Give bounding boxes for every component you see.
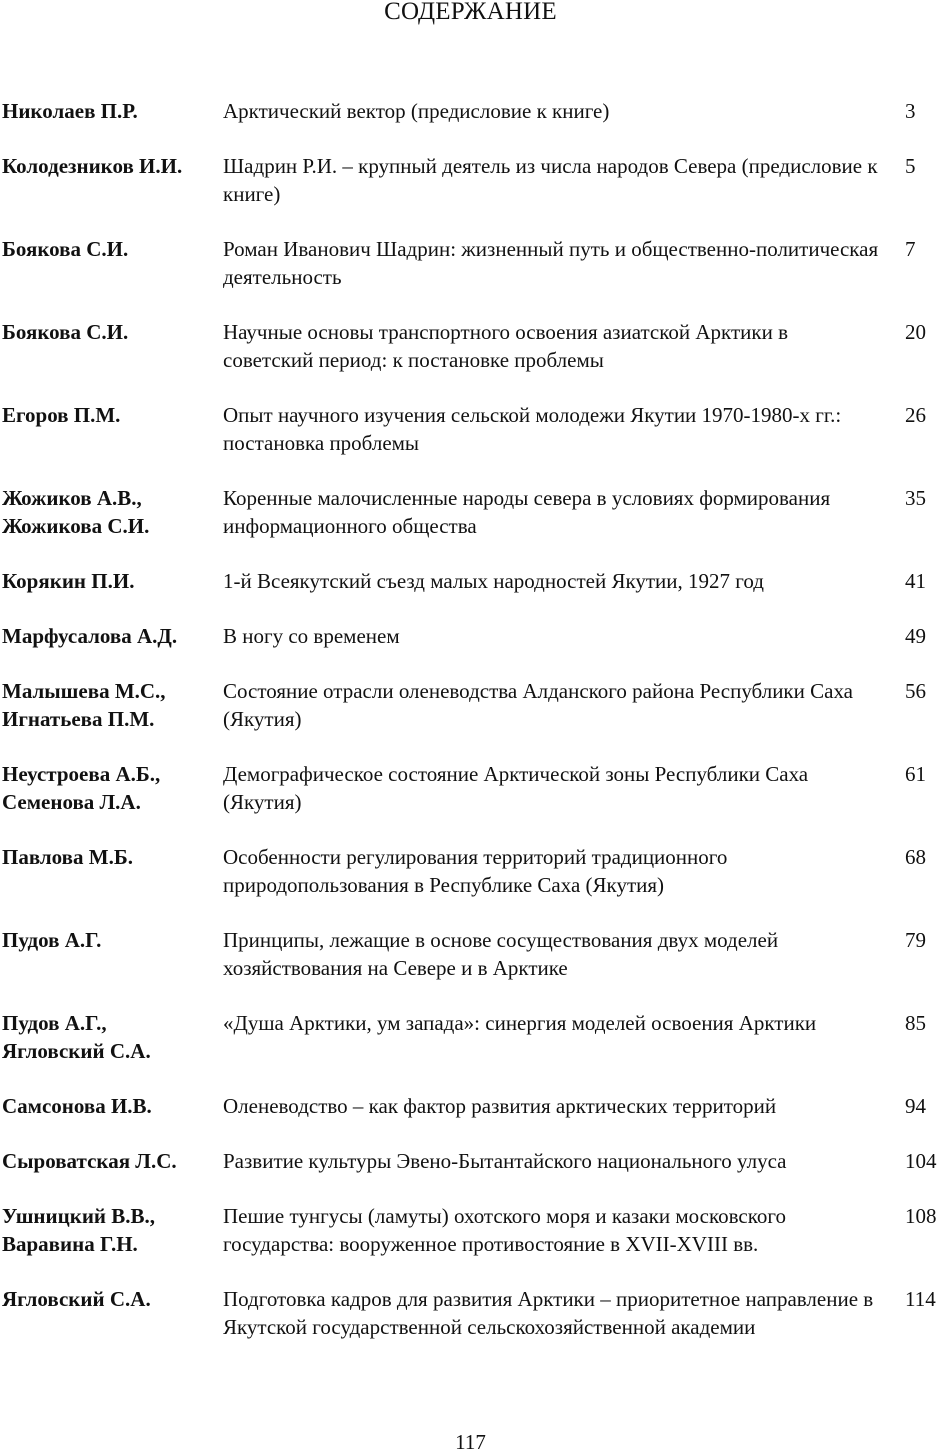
toc-page-number: 56 xyxy=(905,679,926,703)
toc-entry xyxy=(0,760,941,816)
toc-entry xyxy=(0,843,941,899)
toc-title: Оленеводство – как фактор развития арктических территорий xyxy=(223,1094,777,1118)
toc-title: Развитие культуры Эвено-Бытантайского национального улуса xyxy=(223,1149,787,1173)
toc-author: Боякова С.И. xyxy=(2,320,129,344)
toc-page-number: 68 xyxy=(905,845,926,869)
toc-title: В ногу со временем xyxy=(223,624,400,648)
toc-title: Принципы, лежащие в основе сосуществования двух моделей хозяйствования на Севере и в Арктике xyxy=(223,928,779,980)
toc-entry xyxy=(0,97,941,125)
toc-page-number: 26 xyxy=(905,403,926,427)
toc-title: Подготовка кадров для развития Арктики – приоритетное направление в Якутской государственной сельскохозяйственной академии xyxy=(223,1287,874,1339)
toc-entry xyxy=(0,401,941,457)
toc-author: Самсонова И.В. xyxy=(2,1094,152,1118)
toc-page-number: 35 xyxy=(905,486,926,510)
toc-title: Шадрин Р.И. – крупный деятель из числа народов Севера (предисловие к книге) xyxy=(223,154,878,206)
toc-page-number: 49 xyxy=(905,624,926,648)
toc-page-number: 61 xyxy=(905,762,926,786)
toc-entry xyxy=(0,677,941,733)
toc-page-number: 5 xyxy=(905,154,916,178)
toc-title: Состояние отрасли оленеводства Алданского района Республики Саха (Якутия) xyxy=(223,679,853,731)
page-number: 117 xyxy=(455,1430,486,1454)
toc-page-number: 104 xyxy=(905,1149,937,1173)
toc-title: Опыт научного изучения сельской молодежи Якутии 1970-1980-х гг.: постановка проблемы xyxy=(223,403,842,455)
toc-author: Егоров П.М. xyxy=(2,403,121,427)
toc-author: Корякин П.И. xyxy=(2,569,135,593)
toc-entry xyxy=(0,1009,941,1065)
toc-entry xyxy=(0,926,941,982)
toc-title: Пешие тунгусы (ламуты) охотского моря и казаки московского государства: вооруженное противостояние в XVII-XVIII вв. xyxy=(223,1204,786,1256)
toc-page-number: 85 xyxy=(905,1011,926,1035)
toc-author: Ушницкий В.В., Варавина Г.Н. xyxy=(2,1204,156,1256)
toc-title: 1-й Всеякутский съезд малых народностей Якутии, 1927 год xyxy=(223,569,764,593)
toc-author: Жожиков А.В., Жожикова С.И. xyxy=(2,486,150,538)
toc-title: Демографическое состояние Арктической зоны Республики Саха (Якутия) xyxy=(223,762,809,814)
page-title: СОДЕРЖАНИЕ xyxy=(384,0,557,25)
toc-page-number: 20 xyxy=(905,320,926,344)
toc-author: Ягловский С.А. xyxy=(2,1287,151,1311)
toc-author: Неустроева А.Б., Семенова Л.А. xyxy=(2,762,161,814)
toc-author: Пудов А.Г. xyxy=(2,928,102,952)
toc-page-number: 7 xyxy=(905,237,916,261)
toc-title: Арктический вектор (предисловие к книге) xyxy=(223,99,610,123)
table-of-contents xyxy=(0,97,941,1396)
toc-title: «Душа Арктики, ум запада»: синергия моделей освоения Арктики xyxy=(223,1011,817,1035)
toc-entry xyxy=(0,1147,941,1175)
toc-entry xyxy=(0,235,941,291)
toc-entry xyxy=(0,484,941,540)
toc-entry xyxy=(0,1202,941,1258)
toc-author: Павлова М.Б. xyxy=(2,845,133,869)
toc-author: Николаев П.Р. xyxy=(2,99,138,123)
toc-entry xyxy=(0,1092,941,1120)
toc-page-number: 94 xyxy=(905,1094,926,1118)
toc-entry xyxy=(0,567,941,595)
toc-page-number: 79 xyxy=(905,928,926,952)
toc-author: Колодезников И.И. xyxy=(2,154,183,178)
toc-page-number: 114 xyxy=(905,1287,936,1311)
toc-entry xyxy=(0,152,941,208)
toc-author: Боякова С.И. xyxy=(2,237,129,261)
toc-page-number: 41 xyxy=(905,569,926,593)
toc-title: Коренные малочисленные народы севера в условиях формирования информационного общества xyxy=(223,486,831,538)
toc-author: Малышева М.С., Игнатьева П.М. xyxy=(2,679,166,731)
toc-entry xyxy=(0,318,941,374)
toc-author: Марфусалова А.Д. xyxy=(2,624,178,648)
toc-entry xyxy=(0,622,941,650)
toc-page-number: 3 xyxy=(905,99,916,123)
toc-title: Роман Иванович Шадрин: жизненный путь и общественно-политическая деятельность xyxy=(223,237,879,289)
toc-author: Сыроватская Л.С. xyxy=(2,1149,177,1173)
toc-title: Научные основы транспортного освоения азиатской Арктики в советский период: к постановке проблемы xyxy=(223,320,788,372)
toc-page-number: 108 xyxy=(905,1204,937,1228)
toc-entry xyxy=(0,1285,941,1369)
toc-title: Особенности регулирования территорий традиционного природопользования в Республике Саха (Якутия) xyxy=(223,845,728,897)
toc-author: Пудов А.Г., Ягловский С.А. xyxy=(2,1011,151,1063)
